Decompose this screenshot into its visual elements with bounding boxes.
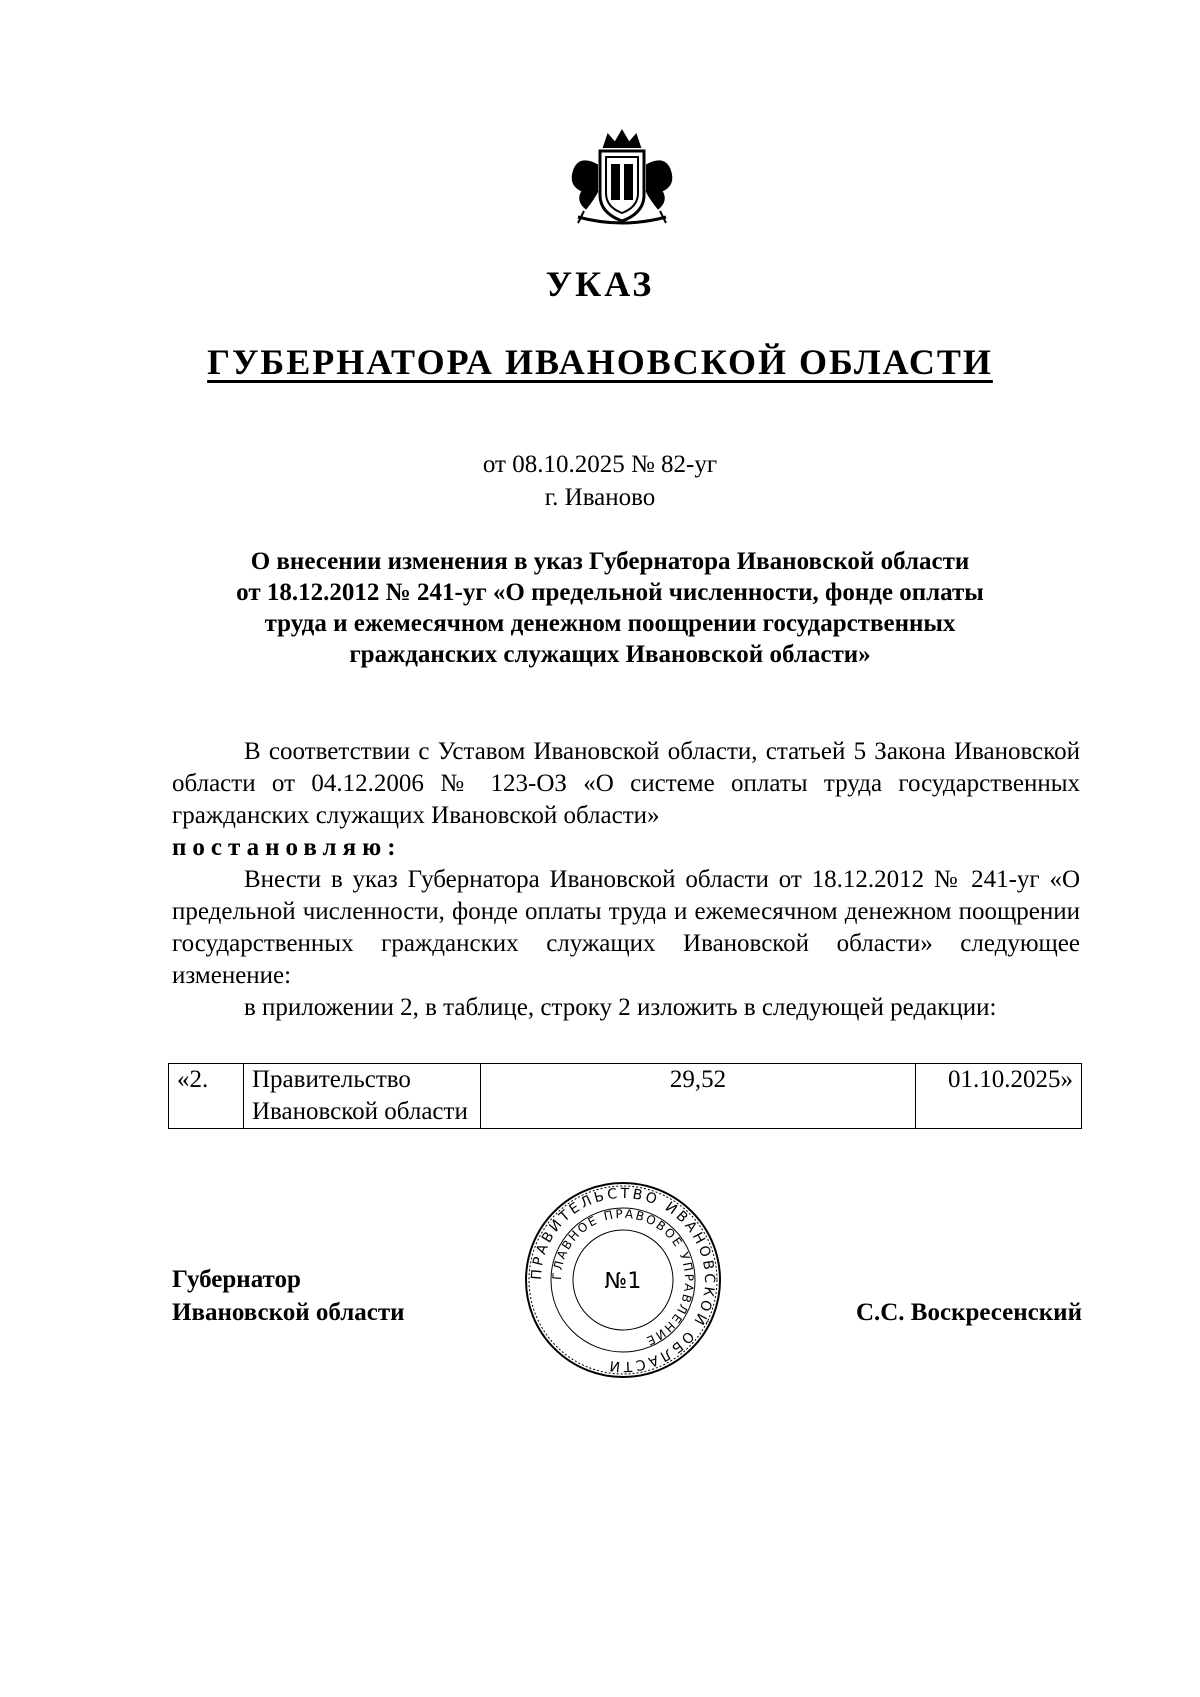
subject-line: О внесении изменения в указ Губернатора Ивановской области [250, 548, 970, 575]
preamble-paragraph: В соответствии с Уставом Ивановской области, статьей 5 Закона Ивановской области от 04.12.2006 № 123-ОЗ «О системе оплаты труда государственных гражданских служащих Ивановской области» [172, 738, 1080, 829]
subject-line: гражданских служащих Ивановской области» [349, 641, 871, 668]
decree-word: постановляю: [172, 834, 402, 861]
document-type-title: УКАЗ [545, 264, 655, 304]
issuer-title [0, 340, 1200, 384]
subject-line: труда и ежемесячном денежном поощрении государственных [264, 610, 956, 637]
stamp-number: №1 [604, 1269, 642, 1294]
decree-date-number: от 08.10.2025 № 82-уг [482, 451, 718, 478]
date-cell: 01.10.2025» [916, 1064, 1082, 1129]
official-stamp [523, 1180, 723, 1380]
table-row [169, 1064, 1082, 1129]
date-and-place [0, 448, 1200, 514]
instruction-paragraph: в приложении 2, в таблице, строку 2 изложить в следующей редакции: [244, 994, 997, 1021]
issuer-title-text: ГУБЕРНАТОРА ИВАНОВСКОЙ ОБЛАСТИ [207, 342, 993, 382]
organization-cell: Правительство Ивановской области [244, 1064, 481, 1129]
row-number-cell: «2. [169, 1064, 244, 1129]
decree-city: г. Иваново [544, 484, 656, 511]
subject-line: от 18.12.2012 № 241-уг «О предельной численности, фонде оплаты [236, 579, 984, 606]
stamp-outer-text: ПРАВИТЕЛЬСТВО ИВАНОВСКОЙ ОБЛАСТИ [528, 1185, 718, 1375]
decree-body [172, 736, 1080, 1024]
coat-of-arms-emblem [560, 125, 684, 229]
position-line: Губернатор [172, 1266, 301, 1293]
signatory-position [172, 1263, 405, 1329]
amendment-table [168, 1063, 1082, 1129]
stamp-inner-text: ГЛАВНОЕ ПРАВОВОЕ УПРАВЛЕНИЕ [549, 1206, 697, 1349]
signatory-name: С.С. Воскресенский [855, 1299, 1082, 1326]
amendment-paragraph: Внести в указ Губернатора Ивановской области от 18.12.2012 № 241-уг «О предельной численности, фонде оплаты труда и ежемесячном денежном поощрении государственных гражданских служащих Ивановской области» следующее изменение: [172, 866, 1080, 989]
position-line: Ивановской области [172, 1299, 405, 1326]
decree-subject [160, 546, 1060, 670]
value-cell: 29,52 [481, 1064, 916, 1129]
